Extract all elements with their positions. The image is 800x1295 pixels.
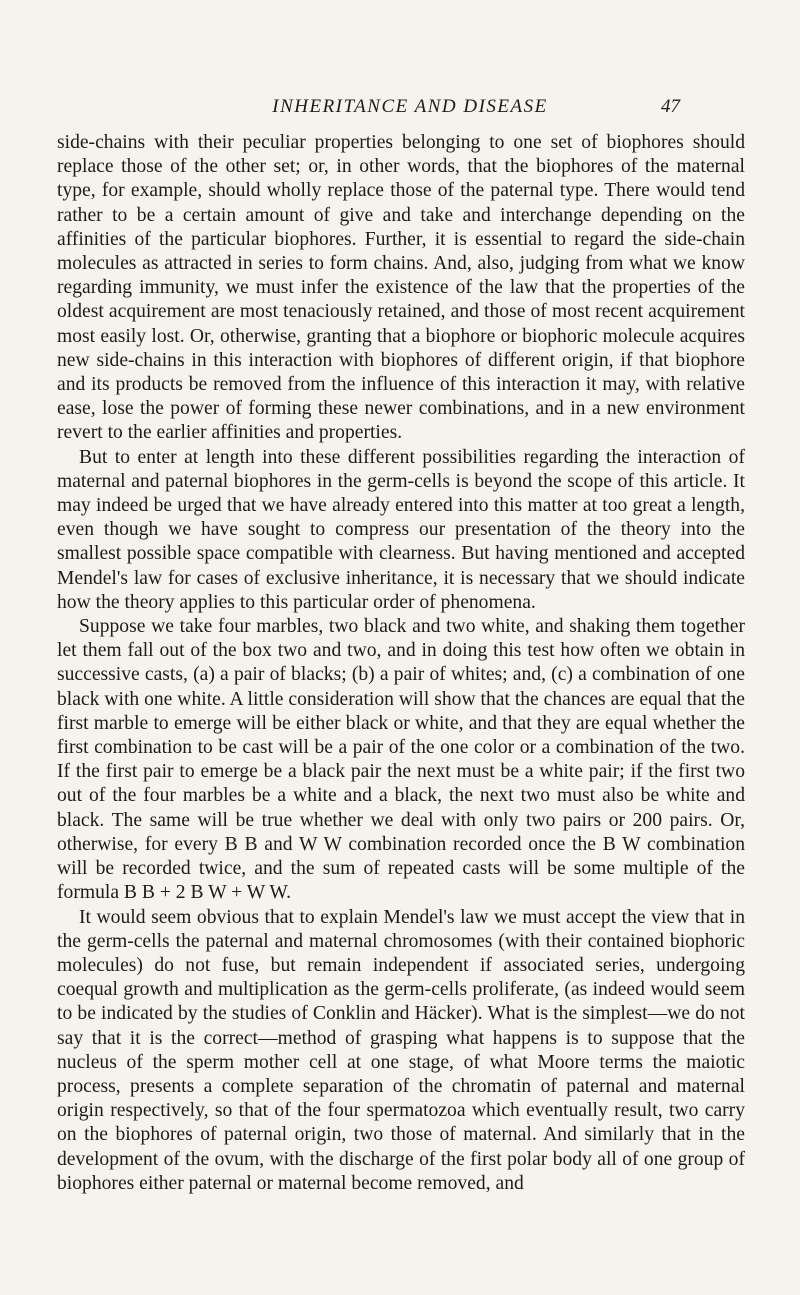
paragraph-mendel: It would seem obvious that to explain Mendel's law we must accept the view that in the germ-cells the paternal and maternal chromosomes (with their contained biophoric molecules) do not fuse, but remain independent if associated series, undergoing coequal growth and multiplication as the germ-cells proliferate, (as indeed would seem to be indicated by the studies of Conklin and Häcker). What is the simplest—we do not say that it is the correct—method of grasping what happens is to suppose that the nucleus of the sperm mother cell at one stage, of what Moore terms the maiotic process, presents a complete separation of the chromatin of paternal and maternal origin respectively, so that of the four spermatozoa which eventually result, two carry on the biophores of paternal origin, two those of maternal. And similarly that in the development of the ovum, with the discharge of the first polar body all of one group of biophores either paternal or maternal become removed, and bbox=[57, 906, 745, 1194]
page-number: 47 bbox=[661, 96, 680, 117]
body-text bbox=[57, 131, 745, 1196]
running-title: INHERITANCE AND DISEASE bbox=[272, 96, 548, 117]
running-head bbox=[140, 93, 680, 121]
paragraph-scope: But to enter at length into these different possibilities regarding the interaction of maternal and paternal biophores in the germ-cells is beyond the scope of this article. It may indeed be urged that we have already entered into this matter at too great a length, even though we have sought to compress our presentation of the theory into the smallest possible space compatible with clearness. But having mentioned and accepted Mendel's law for cases of exclusive inheritance, it is necessary that we should indicate how the theory applies to this particular order of phenomena. bbox=[57, 446, 745, 613]
paragraph-continuation: side-chains with their peculiar properties belonging to one set of biophores should replace those of the other set; or, in other words, that the biophores of the maternal type, for example, should wholly replace those of the paternal type. There would tend rather to be a certain amount of give and take and interchange depending on the affinities of the particular biophores. Further, it is essential to regard the side-chain molecules as attracted in series to form chains. And, also, judging from what we know regarding immunity, we must infer the existence of the law that the properties of the oldest acquirement are most tenaciously retained, and those of most recent acquirement most easily lost. Or, otherwise, granting that a biophore or biophoric molecule acquires new side-chains in this interaction with biophores of different origin, if that biophore and its products be removed from the influence of this interaction it may, with relative ease, lose the power of forming these newer combinations, and in a new environment revert to the earlier affinities and properties. bbox=[57, 132, 745, 444]
paragraph-marbles: Suppose we take four marbles, two black and two white, and shaking them together let them fall out of the box two and two, and in doing this test how often we obtain in successive casts, (a) a pair of blacks; (b) a pair of whites; and, (c) a combination of one black with one white. A little consideration will show that the chances are equal that the first marble to emerge will be either black or white, and that they are equal whether the first combination to be cast will be a pair of the one color or a combination of the two. If the first pair to emerge be a black pair the next must be a white pair; if the first two out of the four marbles be a white and a black, the next two must also be white and black. The same will be true whether we deal with only two pairs or 200 pairs. Or, otherwise, for every B B and W W combination recorded once the B W combination will be recorded twice, and the sum of repeated casts will be some multiple of the formula B B + 2 B W + W W. bbox=[57, 616, 745, 904]
